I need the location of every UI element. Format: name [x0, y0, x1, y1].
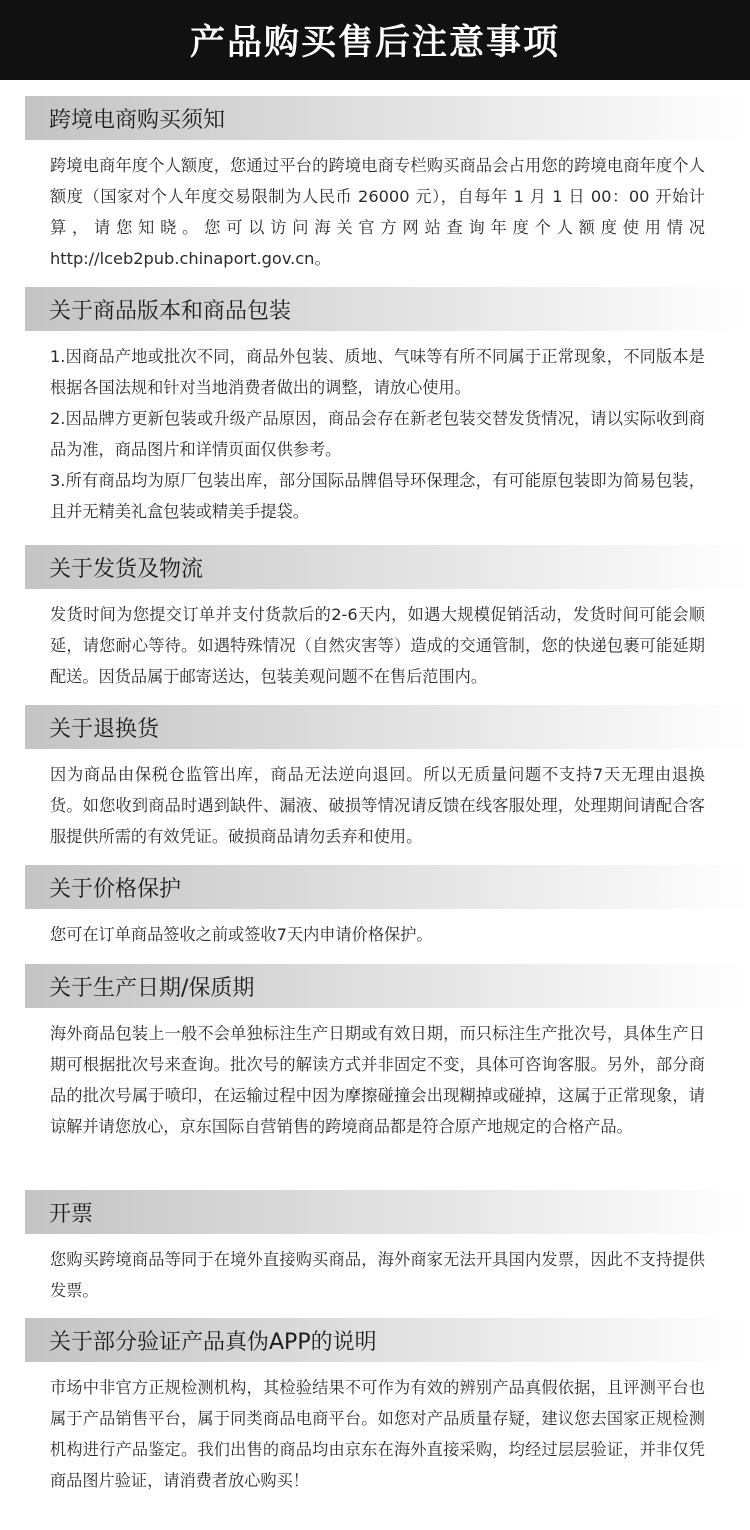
section-body	[50, 1018, 705, 1142]
paragraph: 您可在订单商品签收之前或签收7天内申请价格保护。	[50, 925, 433, 944]
section-heading: 关于生产日期/保质期	[49, 975, 255, 1001]
section-authenticity-app	[0, 1318, 750, 1496]
section-body	[50, 599, 705, 692]
section-body	[50, 919, 705, 950]
section-cross-border-notice	[0, 96, 750, 274]
paragraph: 2.因品牌方更新包装或升级产品原因，商品会存在新老包装交替发货情况，请以实际收到商品为准，商品图片和详情页面仅供参考。	[50, 409, 705, 459]
section-header	[25, 545, 750, 589]
section-header	[25, 287, 750, 331]
section-header	[25, 865, 750, 909]
section-body	[50, 759, 705, 852]
section-production-date	[0, 964, 750, 1142]
section-invoice	[0, 1190, 750, 1306]
section-heading: 关于发货及物流	[49, 556, 204, 582]
section-header	[25, 1190, 750, 1234]
paragraph: 海外商品包装上一般不会单独标注生产日期或有效日期，而只标注生产批次号，具体生产日期可根据批次号来查询。批次号的解读方式并非固定不变，具体可咨询客服。另外，部分商品的批次号属于喷印，在运输过程中因为摩擦碰撞会出现糊掉或碰掉，这属于正常现象，请谅解并请您放心，京东国际自营销售的跨境商品都是符合原产地规定的合格产品。	[50, 1024, 705, 1136]
section-version-packaging	[0, 287, 750, 527]
paragraph: 3.所有商品均为原厂包装出库，部分国际品牌倡导环保理念，有可能原包装即为简易包装，且并无精美礼盒包装或精美手提袋。	[50, 471, 705, 521]
paragraph: 您购买跨境商品等同于在境外直接购买商品，海外商家无法开具国内发票，因此不支持提供发票。	[50, 1250, 705, 1300]
section-heading: 开票	[49, 1201, 94, 1227]
paragraph: 市场中非官方正规检测机构，其检验结果不可作为有效的辨别产品真假依据，且评测平台也属于产品销售平台，属于同类商品电商平台。如您对产品质量存疑，建议您去国家正规检测机构进行产品鉴定。我们出售的商品均由京东在海外直接采购，均经过层层验证，并非仅凭商品图片验证，请消费者放心购买！	[50, 1378, 705, 1490]
section-returns	[0, 705, 750, 852]
paragraph: 跨境电商年度个人额度，您通过平台的跨境电商专栏购买商品会占用您的跨境电商年度个人额度（国家对个人年度交易限制为人民币 26000 元），自每年 1 月 1 日 00：00 开始计算，请您知晓。您可以访问海关官方网站查询年度个人额度使用情况 http://lceb2pub.chinaport.gov.cn。	[50, 156, 705, 268]
section-header	[25, 705, 750, 749]
section-body	[50, 150, 705, 274]
paragraph: 1.因商品产地或批次不同，商品外包装、质地、气味等有所不同属于正常现象，不同版本是根据各国法规和针对当地消费者做出的调整，请放心使用。	[50, 347, 705, 397]
paragraph: 因为商品由保税仓监管出库，商品无法逆向退回。所以无质量问题不支持7天无理由退换货。如您收到商品时遇到缺件、漏液、破损等情况请反馈在线客服处理，处理期间请配合客服提供所需的有效凭证。破损商品请勿丢弃和使用。	[50, 765, 705, 846]
section-body	[50, 1372, 705, 1496]
title-banner	[0, 0, 750, 80]
section-heading: 关于部分验证产品真伪APP的说明	[49, 1329, 377, 1355]
section-header	[25, 1318, 750, 1362]
section-body	[50, 1244, 705, 1306]
section-header	[25, 96, 750, 140]
paragraph: 发货时间为您提交订单并支付货款后的2-6天内，如遇大规模促销活动，发货时间可能会顺延，请您耐心等待。如遇特殊情况（自然灾害等）造成的交通管制，您的快递包裹可能延期配送。因货品属于邮寄送达，包装美观问题不在售后范围内。	[50, 605, 705, 686]
section-shipping-logistics	[0, 545, 750, 692]
section-body	[50, 341, 705, 527]
section-heading: 关于退换货	[49, 716, 160, 742]
section-heading: 跨境电商购买须知	[49, 107, 226, 133]
section-price-protection	[0, 865, 750, 950]
section-heading: 关于商品版本和商品包装	[49, 298, 292, 324]
page-title: 产品购买售后注意事项	[189, 23, 560, 63]
section-heading: 关于价格保护	[49, 876, 182, 902]
section-header	[25, 964, 750, 1008]
